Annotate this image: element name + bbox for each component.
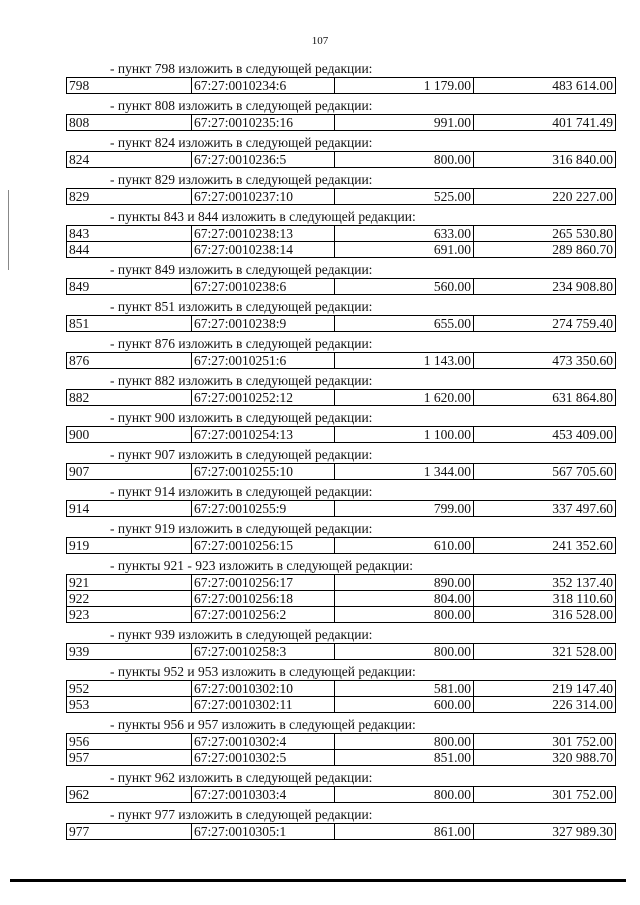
item-number-cell: 824 — [66, 151, 192, 168]
amendment-heading: - пункты 956 и 957 изложить в следующей редакции: — [110, 717, 416, 732]
area-cell: 800.00 — [334, 733, 474, 750]
item-number-cell: 876 — [66, 352, 192, 369]
item-number-cell: 922 — [66, 590, 192, 607]
table-row — [66, 389, 618, 405]
amendment-heading: - пункт 907 изложить в следующей редакции: — [110, 447, 373, 462]
value-cell: 401 741.49 — [473, 114, 616, 131]
amendment-section — [66, 771, 618, 802]
table-row — [66, 823, 618, 839]
value-cell: 301 752.00 — [473, 733, 616, 750]
cadastral-number-cell: 67:27:0010305:1 — [191, 823, 335, 840]
amendment-heading: - пункт 876 изложить в следующей редакции: — [110, 336, 373, 351]
cadastral-number-cell: 67:27:0010251:6 — [191, 352, 335, 369]
table-row — [66, 463, 618, 479]
cadastral-number-cell: 67:27:0010302:11 — [191, 696, 335, 713]
area-cell: 800.00 — [334, 606, 474, 623]
area-cell: 804.00 — [334, 590, 474, 607]
value-cell: 473 350.60 — [473, 352, 616, 369]
page-number: 107 — [311, 35, 329, 47]
amendment-heading: - пункт 849 изложить в следующей редакции: — [110, 262, 373, 277]
value-cell: 337 497.60 — [473, 500, 616, 517]
cadastral-number-cell: 67:27:0010238:14 — [191, 241, 335, 258]
cadastral-number-cell: 67:27:0010238:13 — [191, 225, 335, 242]
amendment-heading: - пункты 843 и 844 изложить в следующей редакции: — [110, 209, 416, 224]
value-cell: 226 314.00 — [473, 696, 616, 713]
area-cell: 610.00 — [334, 537, 474, 554]
table-row — [66, 733, 618, 749]
margin-mark — [8, 190, 9, 270]
cadastral-number-cell: 67:27:0010234:6 — [191, 77, 335, 94]
amendment-section — [66, 136, 618, 167]
area-cell: 890.00 — [334, 574, 474, 591]
amendment-section — [66, 448, 618, 479]
item-number-cell: 829 — [66, 188, 192, 205]
area-cell: 1 100.00 — [334, 426, 474, 443]
cadastral-number-cell: 67:27:0010255:10 — [191, 463, 335, 480]
table-row — [66, 315, 618, 331]
area-cell: 691.00 — [334, 241, 474, 258]
area-cell: 1 143.00 — [334, 352, 474, 369]
amendment-heading: - пункт 962 изложить в следующей редакции: — [110, 770, 373, 785]
cadastral-number-cell: 67:27:0010255:9 — [191, 500, 335, 517]
amendment-section — [66, 485, 618, 516]
table-row — [66, 114, 618, 130]
item-number-cell: 851 — [66, 315, 192, 332]
amendment-section — [66, 665, 618, 712]
item-number-cell: 956 — [66, 733, 192, 750]
value-cell: 318 110.60 — [473, 590, 616, 607]
table-row — [66, 749, 618, 765]
table-row — [66, 426, 618, 442]
amendment-section — [66, 374, 618, 405]
area-cell: 991.00 — [334, 114, 474, 131]
table-row — [66, 500, 618, 516]
value-cell: 219 147.40 — [473, 680, 616, 697]
item-number-cell: 900 — [66, 426, 192, 443]
value-cell: 265 530.80 — [473, 225, 616, 242]
area-cell: 800.00 — [334, 151, 474, 168]
amendment-section — [66, 173, 618, 204]
item-number-cell: 798 — [66, 77, 192, 94]
amendment-heading: - пункт 808 изложить в следующей редакции: — [110, 98, 373, 113]
item-number-cell: 882 — [66, 389, 192, 406]
item-number-cell: 844 — [66, 241, 192, 258]
amendment-section — [66, 718, 618, 765]
item-number-cell: 923 — [66, 606, 192, 623]
table-row — [66, 643, 618, 659]
cadastral-number-cell: 67:27:0010302:4 — [191, 733, 335, 750]
amendment-heading: - пункт 919 изложить в следующей редакции: — [110, 521, 373, 536]
table-row — [66, 77, 618, 93]
cadastral-number-cell: 67:27:0010238:6 — [191, 278, 335, 295]
cadastral-number-cell: 67:27:0010237:10 — [191, 188, 335, 205]
value-cell: 320 988.70 — [473, 749, 616, 766]
area-cell: 800.00 — [334, 643, 474, 660]
area-cell: 600.00 — [334, 696, 474, 713]
cadastral-number-cell: 67:27:0010256:2 — [191, 606, 335, 623]
amendment-heading: - пункт 824 изложить в следующей редакции: — [110, 135, 373, 150]
table-row — [66, 188, 618, 204]
table-row — [66, 696, 618, 712]
table-row — [66, 278, 618, 294]
cadastral-number-cell: 67:27:0010258:3 — [191, 643, 335, 660]
area-cell: 800.00 — [334, 786, 474, 803]
amendment-heading: - пункт 900 изложить в следующей редакции: — [110, 410, 373, 425]
item-number-cell: 977 — [66, 823, 192, 840]
item-number-cell: 921 — [66, 574, 192, 591]
cadastral-number-cell: 67:27:0010238:9 — [191, 315, 335, 332]
item-number-cell: 962 — [66, 786, 192, 803]
item-number-cell: 953 — [66, 696, 192, 713]
bottom-rule — [10, 879, 626, 882]
value-cell: 316 840.00 — [473, 151, 616, 168]
amendment-heading: - пункт 882 изложить в следующей редакции: — [110, 373, 373, 388]
table-row — [66, 606, 618, 622]
table-row — [66, 352, 618, 368]
cadastral-number-cell: 67:27:0010303:4 — [191, 786, 335, 803]
area-cell: 861.00 — [334, 823, 474, 840]
cadastral-number-cell: 67:27:0010256:18 — [191, 590, 335, 607]
table-row — [66, 590, 618, 606]
amendment-heading: - пункт 914 изложить в следующей редакции: — [110, 484, 373, 499]
value-cell: 241 352.60 — [473, 537, 616, 554]
value-cell: 352 137.40 — [473, 574, 616, 591]
value-cell: 631 864.80 — [473, 389, 616, 406]
area-cell: 633.00 — [334, 225, 474, 242]
value-cell: 316 528.00 — [473, 606, 616, 623]
area-cell: 525.00 — [334, 188, 474, 205]
area-cell: 581.00 — [334, 680, 474, 697]
item-number-cell: 914 — [66, 500, 192, 517]
amendment-heading: - пункт 851 изложить в следующей редакции: — [110, 299, 373, 314]
item-number-cell: 952 — [66, 680, 192, 697]
area-cell: 560.00 — [334, 278, 474, 295]
item-number-cell: 919 — [66, 537, 192, 554]
amendment-section — [66, 99, 618, 130]
area-cell: 1 620.00 — [334, 389, 474, 406]
cadastral-number-cell: 67:27:0010235:16 — [191, 114, 335, 131]
amendment-section — [66, 263, 618, 294]
amendment-heading: - пункты 921 - 923 изложить в следующей редакции: — [110, 558, 413, 573]
cadastral-number-cell: 67:27:0010256:17 — [191, 574, 335, 591]
value-cell: 234 908.80 — [473, 278, 616, 295]
cadastral-number-cell: 67:27:0010302:10 — [191, 680, 335, 697]
value-cell: 483 614.00 — [473, 77, 616, 94]
value-cell: 274 759.40 — [473, 315, 616, 332]
amendment-heading: - пункт 939 изложить в следующей редакции: — [110, 627, 373, 642]
value-cell: 567 705.60 — [473, 463, 616, 480]
cadastral-number-cell: 67:27:0010302:5 — [191, 749, 335, 766]
amendment-heading: - пункты 952 и 953 изложить в следующей редакции: — [110, 664, 416, 679]
cadastral-number-cell: 67:27:0010256:15 — [191, 537, 335, 554]
amendment-section — [66, 808, 618, 839]
value-cell: 301 752.00 — [473, 786, 616, 803]
area-cell: 1 179.00 — [334, 77, 474, 94]
amendment-section — [66, 300, 618, 331]
item-number-cell: 849 — [66, 278, 192, 295]
area-cell: 851.00 — [334, 749, 474, 766]
value-cell: 220 227.00 — [473, 188, 616, 205]
area-cell: 1 344.00 — [334, 463, 474, 480]
value-cell: 289 860.70 — [473, 241, 616, 258]
amendment-section — [66, 559, 618, 622]
amendment-section — [66, 411, 618, 442]
table-row — [66, 151, 618, 167]
value-cell: 453 409.00 — [473, 426, 616, 443]
amendments-list — [66, 62, 618, 845]
item-number-cell: 957 — [66, 749, 192, 766]
table-row — [66, 225, 618, 241]
area-cell: 655.00 — [334, 315, 474, 332]
amendment-section — [66, 628, 618, 659]
item-number-cell: 808 — [66, 114, 192, 131]
item-number-cell: 939 — [66, 643, 192, 660]
table-row — [66, 241, 618, 257]
amendment-section — [66, 210, 618, 257]
value-cell: 327 989.30 — [473, 823, 616, 840]
area-cell: 799.00 — [334, 500, 474, 517]
table-row — [66, 680, 618, 696]
cadastral-number-cell: 67:27:0010236:5 — [191, 151, 335, 168]
table-row — [66, 537, 618, 553]
amendment-heading: - пункт 798 изложить в следующей редакции: — [110, 61, 373, 76]
amendment-section — [66, 337, 618, 368]
amendment-heading: - пункт 829 изложить в следующей редакции: — [110, 172, 373, 187]
amendment-section — [66, 62, 618, 93]
item-number-cell: 907 — [66, 463, 192, 480]
cadastral-number-cell: 67:27:0010254:13 — [191, 426, 335, 443]
table-row — [66, 574, 618, 590]
table-row — [66, 786, 618, 802]
item-number-cell: 843 — [66, 225, 192, 242]
cadastral-number-cell: 67:27:0010252:12 — [191, 389, 335, 406]
value-cell: 321 528.00 — [473, 643, 616, 660]
amendment-heading: - пункт 977 изложить в следующей редакции: — [110, 807, 373, 822]
amendment-section — [66, 522, 618, 553]
